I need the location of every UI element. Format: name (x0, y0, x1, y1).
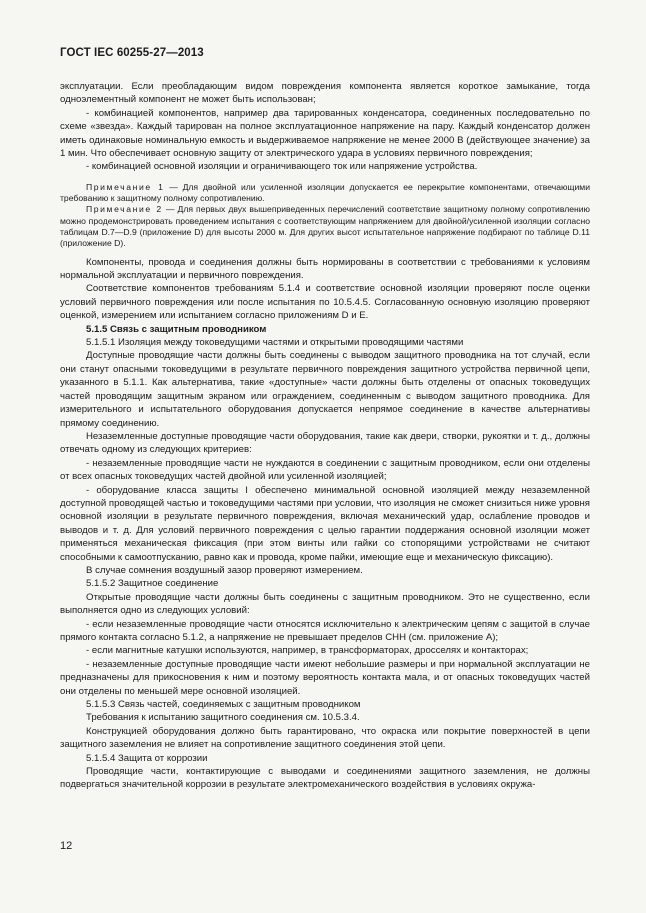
paragraph: Конструкцией оборудования должно быть гарантировано, что окраска или покрытие поверхностей в цепи защитного заземления не влияет на сопротивление защитного соединения этой цепи. (60, 725, 590, 751)
paragraph: эксплуатации. Если преобладающим видом повреждения компонента является короткое замыкание, тогда одноэлементный компонент не может быть использован; (60, 81, 590, 106)
paragraph: Компоненты, провода и соединения должны быть нормированы в соответствии с требованиями к условиям нормальной эксплуатации и первичного повреждения. (60, 256, 590, 282)
paragraph: Доступные проводящие части должны быть соединены с выводом защитного проводника на тот случай, если они станут опасными токоведущими в результате первичного повреждения защитного устройства первичной цепи, указанного в 5.1.1. Как альтернатива, такие «доступные» части должны быть отделены от опасных токоведущих частей проводящим защитным экраном или ограждением, соединенным с выводом защитного проводника. Для измерительного и испытательного оборудования допускается непрямое соединение в качестве альтернативы прямому соединению. (60, 350, 590, 429)
section-heading-5-1-5-4: 5.1.5.4 Защита от коррозии (86, 752, 208, 764)
paragraph: Требования к испытанию защитного соединения см. 10.5.3.4. (86, 712, 360, 724)
list-item: - если незаземленные проводящие части относятся исключительно к электрическим цепям с защитой в случае прямого контакта согласно 5.1.2, а напряжение не превышает пределов СНН (см. приложение А); (60, 618, 590, 643)
page-number: 12 (60, 840, 73, 852)
section-heading-5-1-5-1: 5.1.5.1 Изоляция между токоведущими частями и открытыми проводящими частями (86, 337, 464, 349)
paragraph: Открытые проводящие части должны быть соединены с защитным проводником. Это не существенно, если выполняется одно из следующих условий: (60, 591, 590, 617)
list-item: - оборудование класса защиты I обеспечено минимальной основной изоляцией между незаземленной доступной проводящей частью и токоведущими частями при условии, что изоляция не сможет снизиться ниже уровня основной изоляции в результате первичного повреждения, включая механический удар, ослабление проводов и выводов и т. д. Для условий первичного повреждения с целью гарантии поддержания основной изоляции может применяться механическая фиксация (при этом винты или гайки со стопорящими устройствами не считают способными к самоотпусканию, равно как и провода, кроме пайки, имеющие еще и механическую фиксацию). (60, 484, 590, 563)
note-2 (60, 204, 590, 249)
section-heading-5-1-5: 5.1.5 Связь с защитным проводником (86, 323, 267, 335)
note-label: Примечание 1 (86, 181, 165, 192)
list-item: - незаземленные доступные проводящие части имеют небольшие размеры и при нормальной эксплуатации не предназначены для прикосновения к ним и поэтому вероятность контакта мала, и от опасных токоведущих частей они отделены по меньшей мере основной изоляцией. (60, 658, 590, 697)
note-text: — Для двойной или усиленной изоляции допускается ее перекрытие компонентами, отвечающими требованию к защитному полному сопротивлению. (60, 181, 590, 204)
paragraph: Незаземленные доступные проводящие части оборудования, такие как двери, створки, рукоятки и т. д., должны отвечать одному из следующих критериев: (60, 430, 590, 456)
section-heading-5-1-5-2: 5.1.5.2 Защитное соединение (86, 578, 219, 590)
list-item: - незаземленные проводящие части не нуждаются в соединении с защитным проводником, если они отделены от всех опасных токоведущих частей двойной или усиленной изоляцией; (60, 457, 590, 483)
list-item: - если магнитные катушки используются, например, в трансформаторах, дросселях и контакторах; (86, 645, 529, 657)
paragraph: В случае сомнения воздушный зазор проверяют измерением. (86, 564, 363, 576)
list-item: - комбинацией основной изоляции и ограничивающего ток или напряжение устройства. (86, 161, 478, 173)
note-text: — Для первых двух вышеприведенных перечислений соответствие защитному полному сопротивлению можно продемонстрировать проведением испытания с соответствующим напряжением для двойной/усиленной изоляции согласно таблицам D.7—D.9 (приложение D) для высоты 2000 м. Для других высот испытательное напряжение подбирают по таблице D.11 (приложение D). (60, 204, 590, 249)
note-label: Примечание 2 (86, 204, 163, 215)
paragraph: Проводящие части, контактирующие с выводами и соединениями защитного заземления, не должны подвергаться значительной коррозии в результате электромеханического воздействия в условиях окружа- (60, 766, 590, 791)
list-item: - комбинацией компонентов, например два тарированных конденсатора, соединенных последовательно по схеме «звезда». Каждый тарирован на полное эксплуатационное напряжение на пару. Каждый конденсатор должен иметь одинаковые номинальную емкость и выдерживаемое напряжение не менее 2000 В (действующее значение) за 1 мин. Что обеспечивает основную защиту от электрического удара в условиях первичного повреждения; (60, 107, 590, 160)
paragraph: Соответствие компонентов требованиям 5.1.4 и соответствие основной изоляции проверяют после оценки условий первичного повреждения или после испытания по 10.5.4.5. Согласованную основную изоляцию проверяют оценкой, измерением или испытанием согласно приложениям D и E. (60, 283, 590, 322)
section-heading-5-1-5-3: 5.1.5.3 Связь частей, соединяемых с защитным проводником (86, 699, 361, 711)
document-body (60, 80, 590, 792)
note-1 (60, 182, 590, 205)
document-header: ГОСТ IEC 60255-27—2013 (60, 47, 204, 59)
